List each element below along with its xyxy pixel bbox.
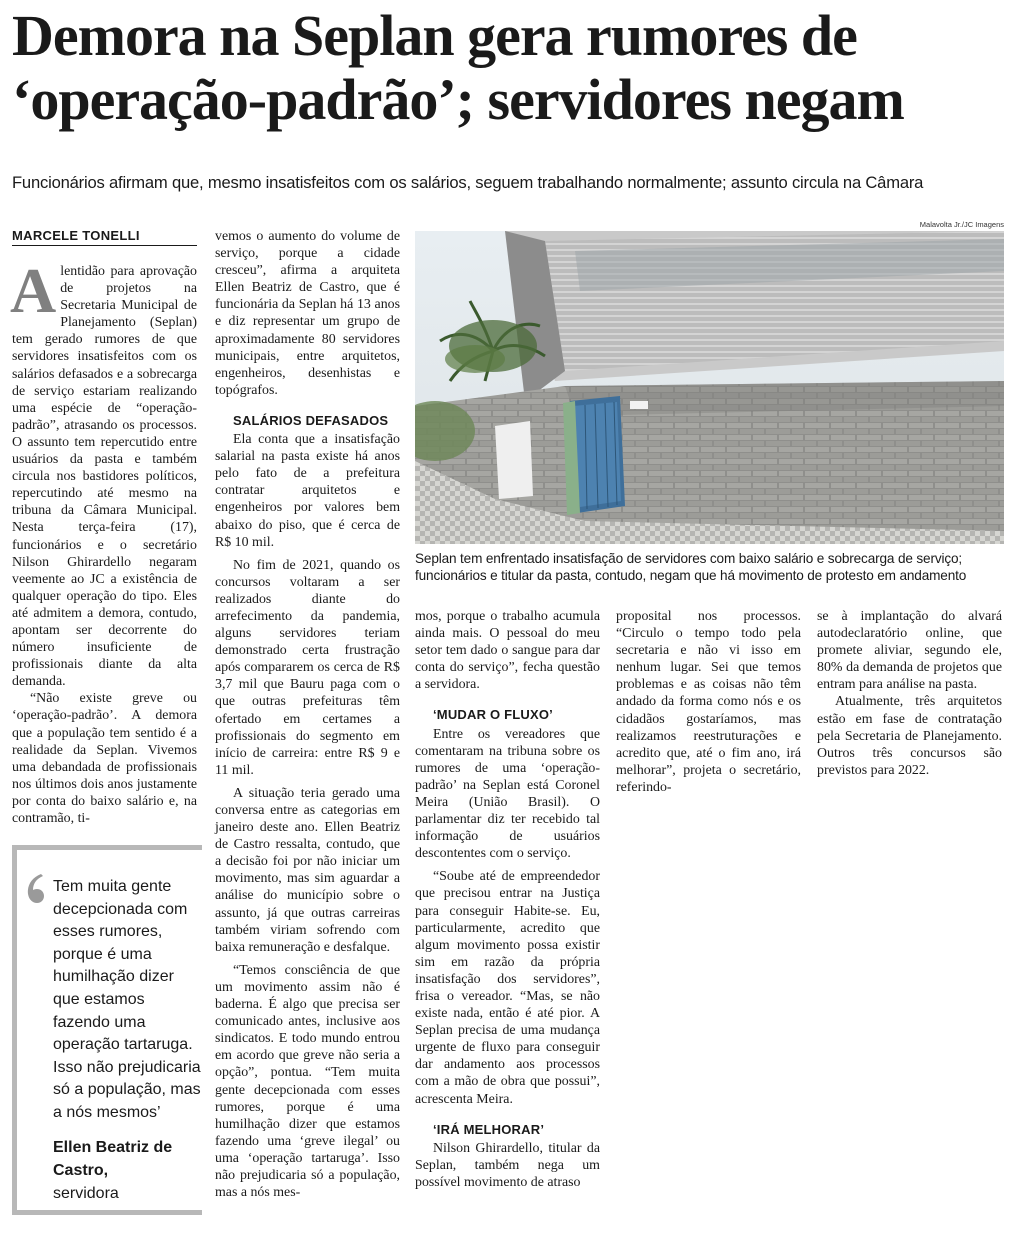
column-1	[10, 255, 197, 827]
byline: MARCELE TONELLI	[12, 228, 197, 246]
paragraph: mos, porque o trabalho acumula ainda mais. O pessoal do meu setor tem dado o sangue para dar conta do serviço”, fecha questão a servidora.	[415, 609, 600, 693]
pull-quote-author: Ellen Beatriz de Castro,	[53, 1139, 173, 1179]
pull-quote-role: servidora	[53, 1185, 119, 1202]
photo-caption-line-1: Seplan tem enfrentado insatisfação de servidores com baixo salário e sobrecarga de serviço;	[415, 551, 963, 566]
column-2	[215, 228, 400, 1201]
pull-quote	[12, 845, 202, 1215]
lead-paragraph-text: lentidão para aprovação de projetos na Secretaria Municipal de Planejamento (Seplan) tem gerado rumores de que servidores insatisfeitos com os salários defasados e a sobrecarga de serviço estariam realizando uma espécie de “operação-padrão”, atrasando os processos. O assunto tem repercutido entre usuários da pasta e também circula nos bastidores políticos, repercutindo até mesmo na tribuna da Câmara Municipal. Nesta terça-feira (17), funcionários e o secretário Nilson Ghirardello negaram veemente ao JC a existência de qualquer operação do tipo. Eles até admitem a demora, contudo, apontam ser decorrente do número insuficiente de profissionais diante da alta demanda.	[12, 264, 197, 690]
headline-line-1: Demora na Seplan gera rumores de	[12, 3, 857, 68]
paragraph: Atualmente, três arquitetos estão em fase de contratação pela Secretaria de Planejamento. Outros três concursos são previstos para 2022.	[817, 694, 1002, 778]
subheading-ira-melhorar: ‘IRÁ MELHORAR’	[433, 1121, 545, 1137]
paragraph: “Não existe greve ou ‘operação-padrão’. A demora que a população tem sentido é a realidade da Seplan. Vivemos uma debandada de profissionais nos últimos dois anos justamente por conta do baixo salário e, na contramão, ti-	[12, 691, 197, 826]
photo-credit: Malavolta Jr./JC Imagens	[919, 220, 1004, 229]
column-4	[616, 608, 801, 796]
lead-paragraph	[10, 255, 197, 690]
paragraph: No fim de 2021, quando os concursos voltaram a ser realizados diante do arrefecimento da pandemia, alguns servidores teriam demonstrado certa frustração após compararem os cerca de R$ 3,7 mil que Bauru paga com o que outras prefeituras têm ofertado em certames a profissionais do segmento em início de carreira: entre R$ 9 e 11 mil.	[215, 557, 400, 778]
headline	[12, 4, 1007, 132]
paragraph: “Temos consciência de que um movimento assim não é baderna. É algo que precisa ser comunicado antes, inclusive aos sindicatos. E todo mundo entrou em acordo que greve não seria a opção”, pontua. “Tem muita gente decepcionada com esses rumores, porque é uma humilhação dizer que estamos fazendo uma ‘greve ilegal’ ou uma ‘operação tartaruga’. Isso não prejudicaria só a população, mas a nós mes-	[215, 962, 400, 1201]
headline-line-2: ‘operação-padrão’; servidores negam	[12, 67, 904, 132]
photo-caption-line-2: funcionários e titular da pasta, contudo, negam que há movimento de protesto em andamento	[415, 568, 967, 583]
photo	[415, 231, 1004, 544]
subheading-mudar-o-fluxo: ‘MUDAR O FLUXO’	[433, 707, 553, 723]
paragraph: Entre os vereadores que comentaram na tribuna sobre os rumores de uma ‘operação-padrão’ na Seplan está Coronel Meira (União Brasil). O parlamentar diz ter recebido tal informação de usuários descontentes com o serviço.	[415, 726, 600, 862]
photo-building-illustration	[415, 231, 1004, 544]
column-5	[817, 608, 1002, 779]
photo-caption	[415, 550, 1010, 584]
paragraph: “Soube até de empreendedor que precisou entrar na Justiça para conseguir Habite-se. Eu, particularmente, acredito que algum movimento possa existir sim em razão da própria insatisfação dos servidores”, frisa o vereador. “Mas, se não existe nada, então é até pior. A Seplan precisa de uma mudança urgente de fluxo para conseguir dar andamento aos processos com a mão de obra que possui”, acrescenta Meira.	[415, 869, 600, 1107]
paragraph: Ela conta que a insatisfação salarial na pasta existe há anos pelo fato de a prefeitura contratar arquitetos e engenheiros por valores bem abaixo do piso, que é cerca de R$ 10 mil.	[215, 432, 400, 550]
pull-quote-text: Tem muita gente decepcionada com esses rumores, porque é uma humilhação dizer que estamos fazendo uma operação tartaruga. Isso não prejudicaria só a população, mas a nós mesmos’	[53, 878, 201, 1121]
paragraph: se à implantação do alvará autodeclaratório online, que promete aliviar, segundo ele, 80% da demanda de projetos que entram para análise na pasta.	[817, 609, 1002, 693]
column-3	[415, 608, 600, 1191]
paragraph: proposital nos processos. “Circulo o tempo todo pela secretaria e não vi isso em nenhum lugar. Sei que temos problemas e as coisas não têm andado da forma como nós e os cidadãos gostaríamos, mas realizamos reestruturações e acredito que, até o fim ano, irá melhorar”, projeta o secretário, referindo-	[616, 609, 801, 795]
quote-mark-icon	[23, 872, 51, 908]
drop-cap: A	[10, 255, 57, 326]
paragraph: Nilson Ghirardello, titular da Seplan, também nega um possível movimento de atraso	[415, 1140, 600, 1190]
paragraph: A situação teria gerado uma conversa entre as categorias em janeiro deste ano. Ellen Beatriz de Castro ressalta, contudo, que a decisão foi por não iniciar um movimento, mas sim aguardar a análise do município sobre o assunto, já que outras carreiras também viriam sofrendo com baixa remuneração e desfalque.	[215, 785, 400, 955]
paragraph: vemos o aumento do volume de serviço, porque a cidade cresceu”, afirma a arquiteta Ellen Beatriz de Castro, que é funcionária da Seplan há 13 anos e diz representar um grupo de aproximadamente 80 servidores municipais, entre arquitetos, engenheiros, desenhistas e topógrafos.	[215, 229, 400, 398]
subtitle: Funcionários afirmam que, mesmo insatisfeitos com os salários, seguem trabalhando normalmente; assunto circula na Câmara	[12, 173, 924, 192]
subheading-salarios: SALÁRIOS DEFASADOS	[233, 412, 389, 428]
